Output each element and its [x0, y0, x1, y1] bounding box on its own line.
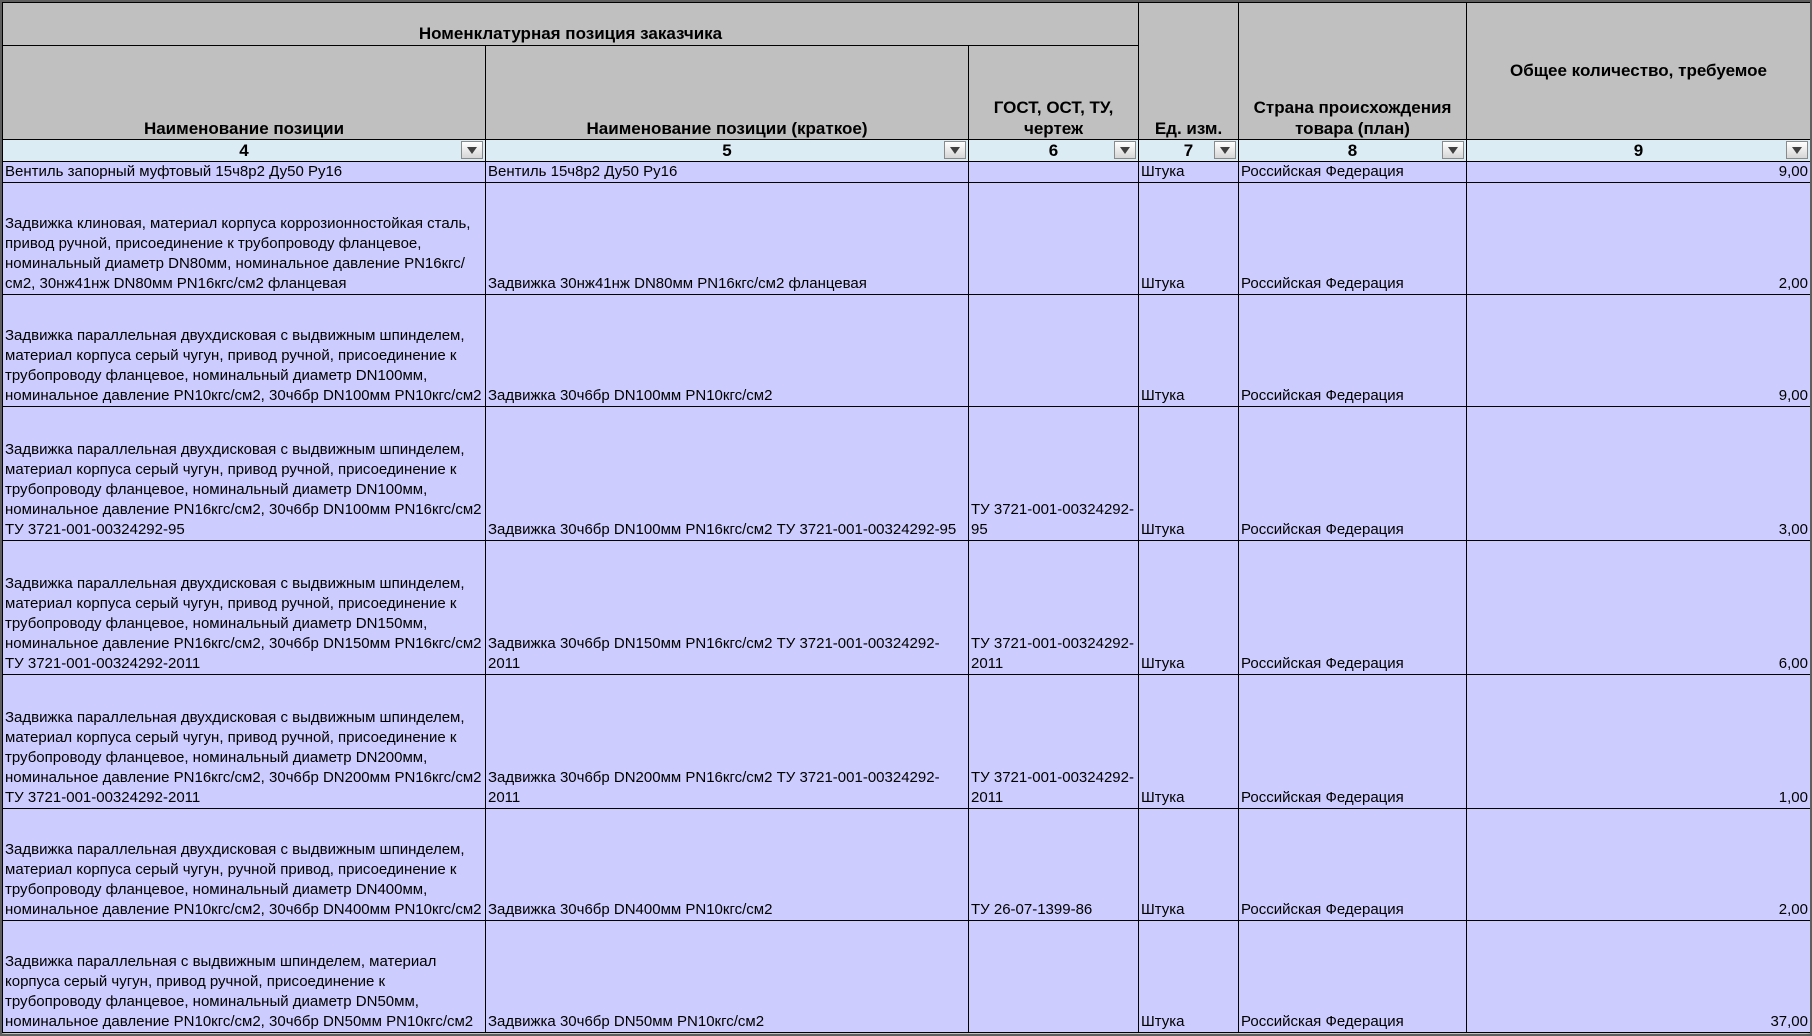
cell-quantity[interactable]: 37,00	[1467, 921, 1811, 1033]
header-group-title: Номенклатурная позиция заказчика	[3, 3, 1139, 46]
cell-gost[interactable]	[969, 183, 1139, 295]
cell-name[interactable]: Задвижка параллельная двухдисковая с выдвижным шпинделем, материал корпуса серый чугун, привод ручной, присоединение к трубопроводу фланцевое, номинальный диаметр DN100мм, номинальное давление PN16кгс/см2, 30ч6бр DN100мм PN16кгс/см2 ТУ 3721-001-00324292-95	[3, 407, 486, 541]
cell-country[interactable]: Российская Федерация	[1239, 295, 1467, 407]
cell-unit[interactable]: Штука	[1139, 921, 1239, 1033]
column-number-5	[486, 140, 969, 162]
table-row	[3, 809, 1811, 921]
filter-dropdown-icon[interactable]	[1214, 141, 1236, 159]
column-number-label: 6	[1048, 141, 1059, 160]
cell-gost[interactable]: ТУ 3721-001-00324292-95	[969, 407, 1139, 541]
header-name: Наименование позиции	[3, 46, 486, 140]
cell-unit[interactable]: Штука	[1139, 295, 1239, 407]
cell-quantity[interactable]: 6,00	[1467, 541, 1811, 675]
cell-name[interactable]: Задвижка параллельная двухдисковая с выдвижным шпинделем, материал корпуса серый чугун, привод ручной, присоединение к трубопроводу фланцевое, номинальный диаметр DN150мм, номинальное давление PN16кгс/см2, 30ч6бр DN150мм PN16кгс/см2 ТУ 3721-001-00324292-2011	[3, 541, 486, 675]
column-number-8	[1239, 140, 1467, 162]
cell-quantity[interactable]: 2,00	[1467, 183, 1811, 295]
table-row	[3, 162, 1811, 183]
column-number-label: 9	[1633, 141, 1644, 160]
column-number-9	[1467, 140, 1811, 162]
cell-short-name[interactable]: Задвижка 30ч6бр DN400мм PN10кгс/см2	[486, 809, 969, 921]
cell-name[interactable]: Задвижка параллельная с выдвижным шпинделем, материал корпуса серый чугун, привод ручной, присоединение к трубопроводу фланцевое, номинальный диаметр DN50мм, номинальное давление PN10кгс/см2, 30ч6бр DN50мм PN10кгс/см2	[3, 921, 486, 1033]
cell-unit[interactable]: Штука	[1139, 407, 1239, 541]
cell-quantity[interactable]: 9,00	[1467, 162, 1811, 183]
table-row	[3, 541, 1811, 675]
cell-country[interactable]: Российская Федерация	[1239, 541, 1467, 675]
cell-gost[interactable]	[969, 295, 1139, 407]
cell-name[interactable]: Задвижка клиновая, материал корпуса коррозионностойкая сталь, привод ручной, присоединение к трубопроводу фланцевое, номинальный диаметр DN80мм, номинальное давление PN16кгс/см2, 30нж41нж DN80мм PN16кгс/см2 фланцевая	[3, 183, 486, 295]
column-number-4	[3, 140, 486, 162]
cell-short-name[interactable]: Задвижка 30ч6бр DN100мм PN10кгс/см2	[486, 295, 969, 407]
cell-unit[interactable]: Штука	[1139, 183, 1239, 295]
table-row	[3, 407, 1811, 541]
cell-short-name[interactable]: Задвижка 30ч6бр DN150мм PN16кгс/см2 ТУ 3721-001-00324292-2011	[486, 541, 969, 675]
cell-unit[interactable]: Штука	[1139, 541, 1239, 675]
spreadsheet[interactable]	[2, 2, 1810, 1034]
column-number-label: 5	[722, 141, 732, 160]
column-number-label: 8	[1347, 141, 1358, 160]
filter-dropdown-icon[interactable]	[1114, 141, 1136, 159]
cell-country[interactable]: Российская Федерация	[1239, 183, 1467, 295]
header-country: Страна происхождения товара (план)	[1239, 3, 1467, 140]
cell-country[interactable]: Российская Федерация	[1239, 675, 1467, 809]
table-row	[3, 921, 1811, 1033]
header-unit: Ед. изм.	[1139, 3, 1239, 140]
cell-country[interactable]: Российская Федерация	[1239, 809, 1467, 921]
table-row	[3, 183, 1811, 295]
table-row	[3, 295, 1811, 407]
header-quantity: Общее количество, требуемое	[1467, 3, 1811, 140]
cell-country[interactable]: Российская Федерация	[1239, 162, 1467, 183]
filter-dropdown-icon[interactable]	[944, 141, 966, 159]
cell-quantity[interactable]: 2,00	[1467, 809, 1811, 921]
cell-unit[interactable]: Штука	[1139, 162, 1239, 183]
column-number-label: 4	[239, 141, 249, 160]
column-number-7	[1139, 140, 1239, 162]
cell-short-name[interactable]: Вентиль 15ч8р2 Ду50 Ру16	[486, 162, 969, 183]
data-table	[2, 2, 1810, 1033]
cell-quantity[interactable]: 9,00	[1467, 295, 1811, 407]
cell-quantity[interactable]: 3,00	[1467, 407, 1811, 541]
cell-name[interactable]: Задвижка параллельная двухдисковая с выдвижным шпинделем, материал корпуса серый чугун, привод ручной, присоединение к трубопроводу фланцевое, номинальный диаметр DN100мм, номинальное давление PN10кгс/см2, 30ч6бр DN100мм PN10кгс/см2	[3, 295, 486, 407]
column-number-label: 7	[1183, 141, 1194, 160]
cell-unit[interactable]: Штука	[1139, 809, 1239, 921]
cell-short-name[interactable]: Задвижка 30ч6бр DN200мм PN16кгс/см2 ТУ 3721-001-00324292-2011	[486, 675, 969, 809]
cell-short-name[interactable]: Задвижка 30ч6бр DN50мм PN10кгс/см2	[486, 921, 969, 1033]
header-short-name: Наименование позиции (краткое)	[486, 46, 969, 140]
cell-short-name[interactable]: Задвижка 30ч6бр DN100мм PN16кгс/см2 ТУ 3721-001-00324292-95	[486, 407, 969, 541]
cell-country[interactable]: Российская Федерация	[1239, 921, 1467, 1033]
cell-gost[interactable]: ТУ 3721-001-00324292-2011	[969, 541, 1139, 675]
cell-gost[interactable]: ТУ 3721-001-00324292-2011	[969, 675, 1139, 809]
cell-gost[interactable]	[969, 921, 1139, 1033]
cell-name[interactable]: Задвижка параллельная двухдисковая с выдвижным шпинделем, материал корпуса серый чугун, привод ручной, присоединение к трубопроводу фланцевое, номинальный диаметр DN200мм, номинальное давление PN16кгс/см2, 30ч6бр DN200мм PN16кгс/см2 ТУ 3721-001-00324292-2011	[3, 675, 486, 809]
column-number-6	[969, 140, 1139, 162]
cell-name[interactable]: Задвижка параллельная двухдисковая с выдвижным шпинделем, материал корпуса серый чугун, ручной привод, присоединение к трубопроводу фланцевое, номинальный диаметр DN400мм, номинальное давление PN10кгс/см2, 30ч6бр DN400мм PN10кгс/см2	[3, 809, 486, 921]
header-gost: ГОСТ, ОСТ, ТУ, чертеж	[969, 46, 1139, 140]
cell-name[interactable]: Вентиль запорный муфтовый 15ч8р2 Ду50 Ру16	[3, 162, 486, 183]
cell-gost[interactable]	[969, 162, 1139, 183]
filter-dropdown-icon[interactable]	[1786, 141, 1808, 159]
cell-quantity[interactable]: 1,00	[1467, 675, 1811, 809]
cell-unit[interactable]: Штука	[1139, 675, 1239, 809]
cell-gost[interactable]: ТУ 26-07-1399-86	[969, 809, 1139, 921]
filter-dropdown-icon[interactable]	[1442, 141, 1464, 159]
cell-country[interactable]: Российская Федерация	[1239, 407, 1467, 541]
table-row	[3, 675, 1811, 809]
filter-dropdown-icon[interactable]	[461, 141, 483, 159]
cell-short-name[interactable]: Задвижка 30нж41нж DN80мм PN16кгс/см2 фланцевая	[486, 183, 969, 295]
